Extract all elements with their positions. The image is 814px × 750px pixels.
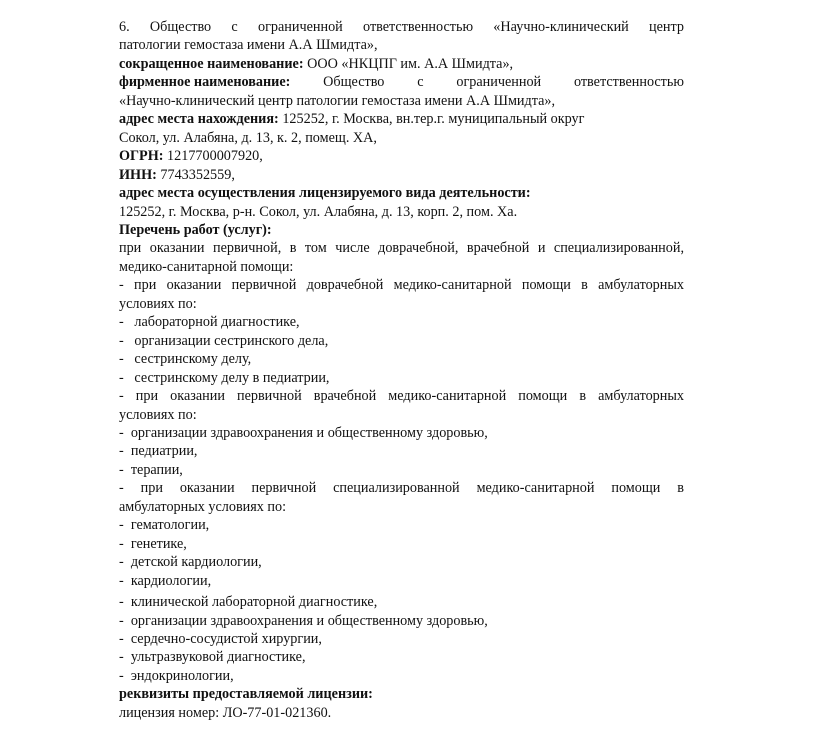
ogrn-value: 1217700007920, [163, 148, 263, 165]
list-item: - организации сестринского дела, [119, 332, 329, 349]
list-item: - организации здравоохранения и общественному здоровью, [119, 424, 488, 441]
brand-word: с [417, 74, 424, 91]
list-item: - кардиологии, [119, 572, 212, 589]
list-item: - педиатрии, [119, 443, 198, 460]
list-item: - сестринскому делу в педиатрии, [119, 369, 330, 386]
prevrach-heading-line2: условиях по: [119, 295, 197, 312]
brand-word: ответственностью [573, 74, 684, 91]
brand-name-row [119, 73, 684, 91]
spec-heading-line2: амбулаторных условиях по: [119, 498, 287, 515]
org-full-name-line2: патологии гемостаза имени А.А Шмидта», [119, 37, 378, 54]
list-item: - гематологии, [119, 517, 210, 534]
list-item: - сестринскому делу, [119, 351, 252, 368]
license-heading [119, 685, 684, 703]
list-item: - эндокринологии, [119, 667, 234, 684]
activity-address-label [119, 184, 684, 202]
ogrn-label: ОГРН: [119, 148, 164, 165]
works-intro-line1: при оказании первичной, в том числе доврачебной, врачебной и специализированной, [119, 240, 684, 257]
list-item: - лабораторной диагностике, [119, 314, 300, 331]
spec-heading-line1: - при оказании первичной специализированной медико-санитарной помощи в [119, 480, 684, 497]
activity-address-value: 125252, г. Москва, р-н. Сокол, ул. Алабяна, д. 13, корп. 2, пом. Ха. [119, 203, 518, 220]
works-intro-line2: медико-санитарной помощи: [119, 258, 294, 275]
license-number: лицензия номер: ЛО-77-01-021360. [119, 704, 332, 721]
address-value: 125252, г. Москва, вн.тер.г. муниципальный округ [278, 111, 585, 128]
short-name-row [119, 55, 684, 73]
list-item: - детской кардиологии, [119, 554, 262, 571]
inn-row [119, 166, 684, 184]
activity-address-label-text: адрес места осуществления лицензируемого вида деятельности: [119, 185, 531, 202]
brand-name-line2: «Научно-клинический центр патологии гемостаза имени А.А Шмидта», [119, 92, 556, 109]
prevrach-heading-line1: - при оказании первичной доврачебной медико-санитарной помощи в амбулаторных [119, 277, 684, 294]
address-line2: Сокол, ул. Алабяна, д. 13, к. 2, помещ. ХА, [119, 129, 377, 146]
list-item: - генетике, [119, 535, 187, 552]
list-item: - сердечно-сосудистой хирургии, [119, 630, 322, 647]
brand-word: Общество [323, 74, 385, 91]
inn-label: ИНН: [119, 166, 157, 183]
works-heading [119, 221, 684, 239]
license-document [119, 18, 684, 722]
list-item: - организации здравоохранения и общественному здоровью, [119, 612, 488, 629]
works-heading-text: Перечень работ (услуг): [119, 221, 272, 238]
short-name-label: сокращенное наименование: [119, 55, 304, 72]
ogrn-row [119, 147, 684, 165]
vrach-heading-line1: - при оказании первичной врачебной медико-санитарной помощи в амбулаторных [119, 388, 684, 405]
address-row [119, 110, 684, 128]
address-label: адрес места нахождения: [119, 111, 279, 128]
list-item: - терапии, [119, 461, 183, 478]
short-name-value: ООО «НКЦПГ им. А.А Шмидта», [303, 55, 514, 72]
brand-word: ограниченной [456, 74, 542, 91]
org-full-name-line1: 6. Общество с ограниченной ответственностью «Научно-клинический центр [119, 19, 684, 35]
license-heading-text: реквизиты предоставляемой лицензии: [119, 686, 373, 703]
inn-value: 7743352559, [156, 166, 235, 183]
list-item: - ультразвуковой диагностике, [119, 649, 306, 666]
list-item: - клинической лабораторной диагностике, [119, 594, 378, 611]
brand-name-label: фирменное наименование: [119, 74, 291, 91]
vrach-heading-line2: условиях по: [119, 406, 197, 423]
